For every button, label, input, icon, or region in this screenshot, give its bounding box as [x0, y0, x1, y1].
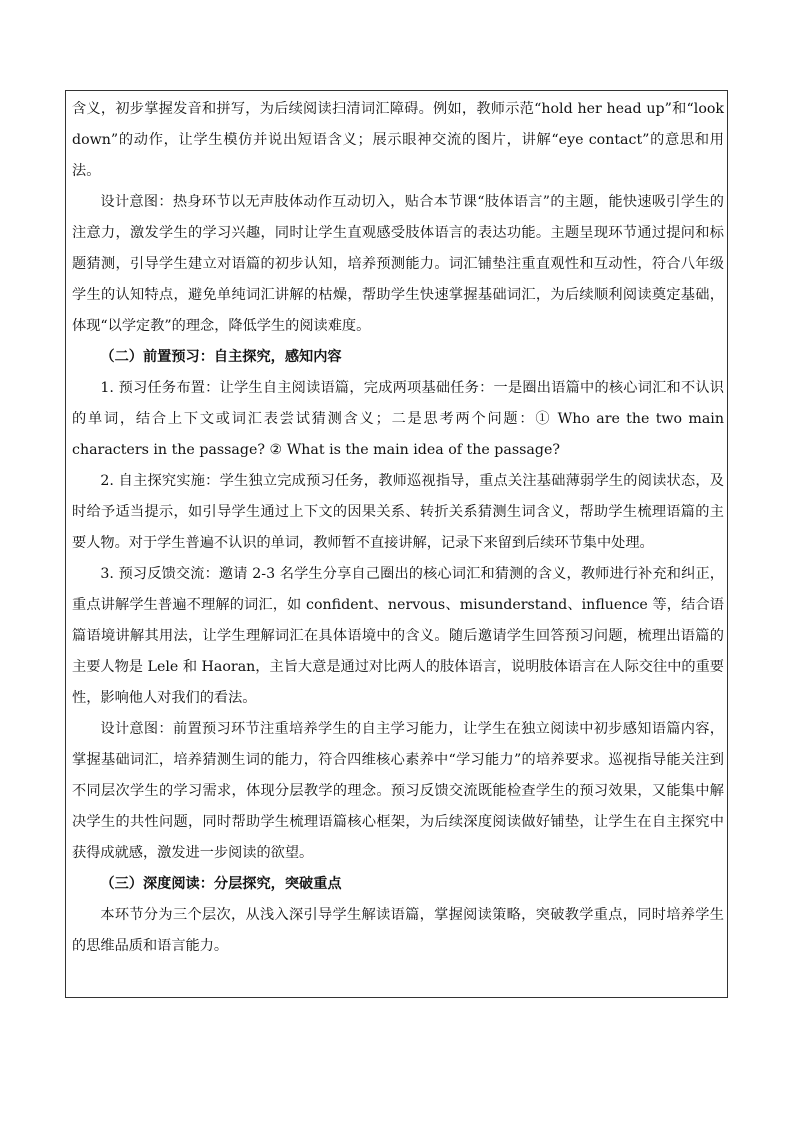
paragraph-design-intent-warmup: 设计意图：热身环节以无声肢体动作互动切入，贴合本节课“肢体语言”的主题，能快速吸引学生的注意力，激发学生的学习兴趣，同时让学生直观感受肢体语言的表达功能。主题呈现环节通过提问和标题猜测，引导学生建立对语篇的初步认知，培养预测能力。词汇铺垫注重直观性和互动性，符合八年级学生的认知特点，避免单纯词汇讲解的枯燥，帮助学生快速掌握基础词汇，为后续顺利阅读奠定基础，体现“以学定教”的理念，降低学生的阅读难度。: [72, 194, 724, 334]
paragraph-preview-feedback: 3. 预习反馈交流：邀请 2-3 名学生分享自己圈出的核心词汇和猜测的含义，教师进行补充和纠正，重点讲解学生普遍不理解的词汇，如 confident、nervous、misunderstand、influence 等，结合语篇语境讲解其用法，让学生理解词汇在具体语境中的含义。随后邀请学生回答预习问题，梳理出语篇的主要人物是 Lele 和 Haoran，主旨大意是通过对比两人的肢体语言，说明肢体语言在人际交往中的重要性，影响他人对我们的看法。: [72, 566, 724, 706]
paragraph-self-exploration: 2. 自主探究实施：学生独立完成预习任务，教师巡视指导，重点关注基础薄弱学生的阅读状态，及时给予适当提示，如引导学生通过上下文的因果关系、转折关系猜测生词含义，帮助学生梳理语篇的主要人物。对于学生普遍不认识的单词，教师暂不直接讲解，记录下来留到后续环节集中处理。: [72, 473, 724, 551]
paragraph-vocab-intro: 含义，初步掌握发音和拼写，为后续阅读扫清词汇障碍。例如，教师示范“hold her head up”和“look down”的动作，让学生模仿并说出短语含义；展示眼神交流的图片，讲解“eye contact”的意思和用法。: [72, 101, 724, 179]
paragraph-deep-reading-intro: 本环节分为三个层次，从浅入深引导学生解读语篇，掌握阅读策略，突破教学重点，同时培养学生的思维品质和语言能力。: [72, 907, 724, 954]
section-heading-deep-reading: （三）深度阅读：分层探究，突破重点: [100, 876, 342, 892]
section-heading-preview: （二）前置预习：自主探究，感知内容: [100, 349, 342, 365]
paragraph-preview-task: 1. 预习任务布置：让学生自主阅读语篇，完成两项基础任务：一是圈出语篇中的核心词汇和不认识的单词，结合上下文或词汇表尝试猜测含义；二是思考两个问题：① Who are the two main characters in the passage? ② What is the main idea of the passage?: [72, 380, 724, 458]
document-body: [72, 94, 724, 962]
paragraph-design-intent-preview: 设计意图：前置预习环节注重培养学生的自主学习能力，让学生在独立阅读中初步感知语篇内容，掌握基础词汇，培养猜测生词的能力，符合四维核心素养中“学习能力”的培养要求。巡视指导能关注到不同层次学生的学习需求，体现分层教学的理念。预习反馈交流既能检查学生的预习效果，又能集中解决学生的共性问题，同时帮助学生梳理语篇核心框架，为后续深度阅读做好铺垫，让学生在自主探究中获得成就感，激发进一步阅读的欲望。: [72, 721, 724, 861]
